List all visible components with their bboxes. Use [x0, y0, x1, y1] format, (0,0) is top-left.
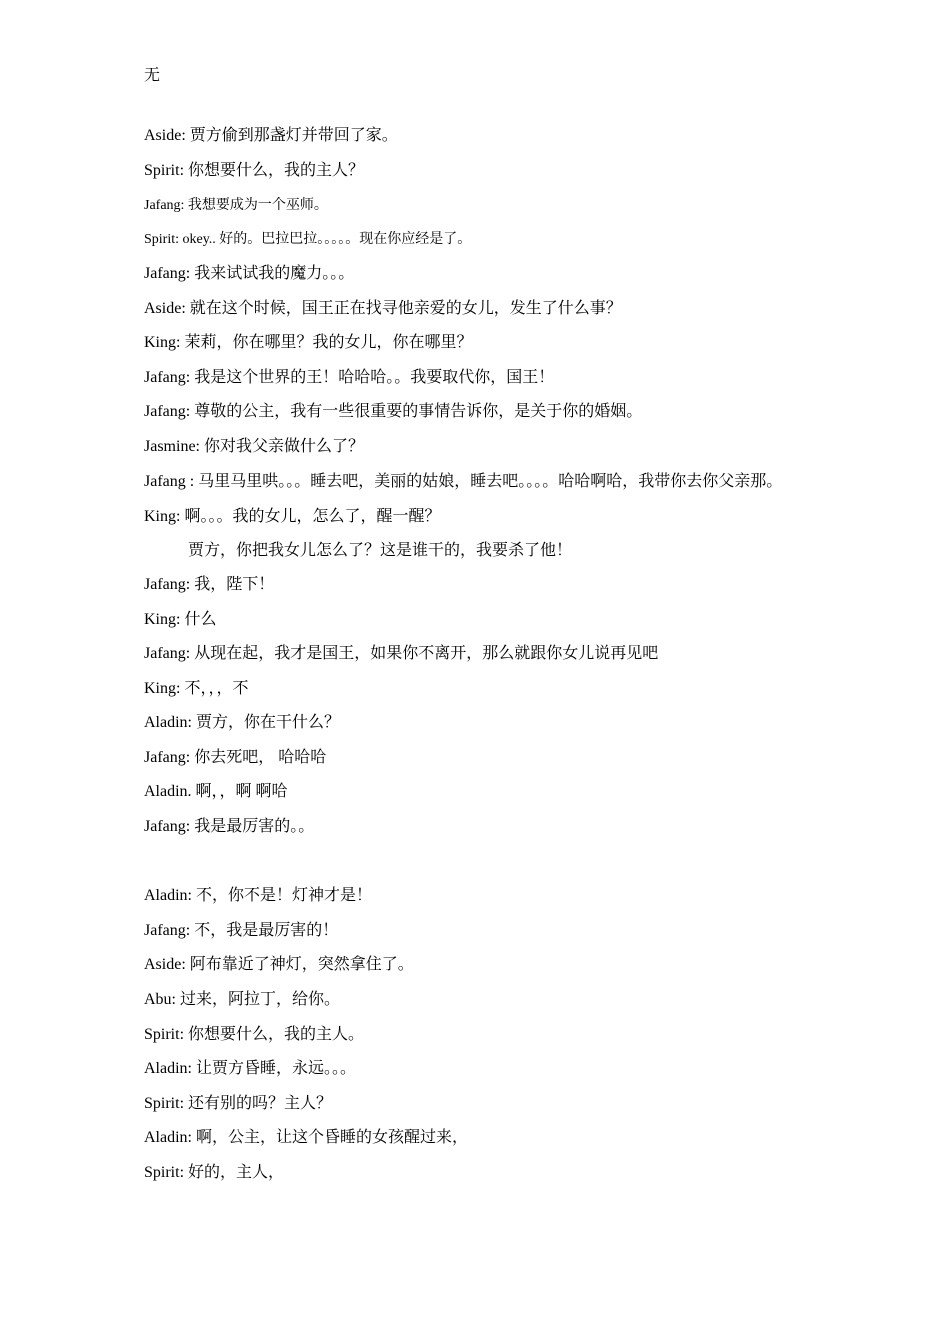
dialogue-line: Aside: 贾方偷到那盏灯并带回了家。 — [144, 127, 398, 144]
dialogue-line: Jafang: 你去死吧， 哈哈哈 — [144, 749, 327, 766]
dialogue-line: Spirit: 还有别的吗？主人？ — [144, 1095, 333, 1112]
dialogue-line: King: 啊。。。我的女儿，怎么了，醒一醒？ — [144, 508, 441, 525]
dialogue-line: King: 不，，，不 — [144, 680, 249, 697]
dialogue-line: Jafang: 我想要成为一个巫师。 — [144, 198, 328, 213]
dialogue-line: Aside: 就在这个时候，国王正在找寻他亲爱的女儿，发生了什么事？ — [144, 300, 622, 317]
dialogue-line: 贾方，你把我女儿怎么了？这是谁干的，我要杀了他！ — [188, 542, 573, 559]
dialogue-line: Jafang: 从现在起，我才是国王，如果你不离开，那么就跟你女儿说再见吧 — [144, 645, 659, 662]
dialogue-line: King: 什么 — [144, 611, 217, 628]
dialogue-line: Spirit: okey.. 好的。巴拉巴拉。。。。。现在你应经是了。 — [144, 232, 472, 247]
dialogue-line: Spirit: 好的，主人， — [144, 1164, 285, 1181]
dialogue-line: Aladin: 不，你不是！灯神才是！ — [144, 887, 372, 904]
dialogue-line: Aladin: 贾方，你在干什么？ — [144, 714, 340, 731]
dialogue-line: Jafang : 马里马里哄。。。睡去吧，美丽的姑娘，睡去吧。。。。哈哈啊哈，我带你去你父亲那。 — [144, 473, 783, 490]
dialogue-line: Jafang: 我是这个世界的王！哈哈哈。。我要取代你，国王！ — [144, 369, 555, 386]
dialogue-line: Aladin. 啊，，啊 啊哈 — [144, 783, 288, 800]
dialogue-line: Aladin: 让贾方昏睡，永远。。。 — [144, 1060, 356, 1077]
dialogue-line: Aladin: 啊，公主，让这个昏睡的女孩醒过来， — [144, 1129, 468, 1146]
dialogue-line: King: 茉莉，你在哪里？我的女儿，你在哪里？ — [144, 334, 473, 351]
document-header: 无 — [144, 67, 161, 84]
dialogue-line: Spirit: 你想要什么，我的主人？ — [144, 162, 365, 179]
dialogue-line: Jafang: 我，陛下！ — [144, 576, 275, 593]
dialogue-line: Abu: 过来，阿拉丁，给你。 — [144, 991, 341, 1008]
dialogue-line: Jafang: 尊敬的公主，我有一些很重要的事情告诉你，是关于你的婚姻。 — [144, 403, 643, 420]
dialogue-line: Jafang: 我来试试我的魔力。。。 — [144, 265, 355, 282]
dialogue-line: Jasmine: 你对我父亲做什么了？ — [144, 438, 364, 455]
dialogue-line: Spirit: 你想要什么，我的主人。 — [144, 1026, 365, 1043]
dialogue-line: Jafang: 不，我是最厉害的！ — [144, 922, 339, 939]
dialogue-line: Aside: 阿布靠近了神灯，突然拿住了。 — [144, 956, 414, 973]
dialogue-line: Jafang: 我是最厉害的。。 — [144, 818, 315, 835]
